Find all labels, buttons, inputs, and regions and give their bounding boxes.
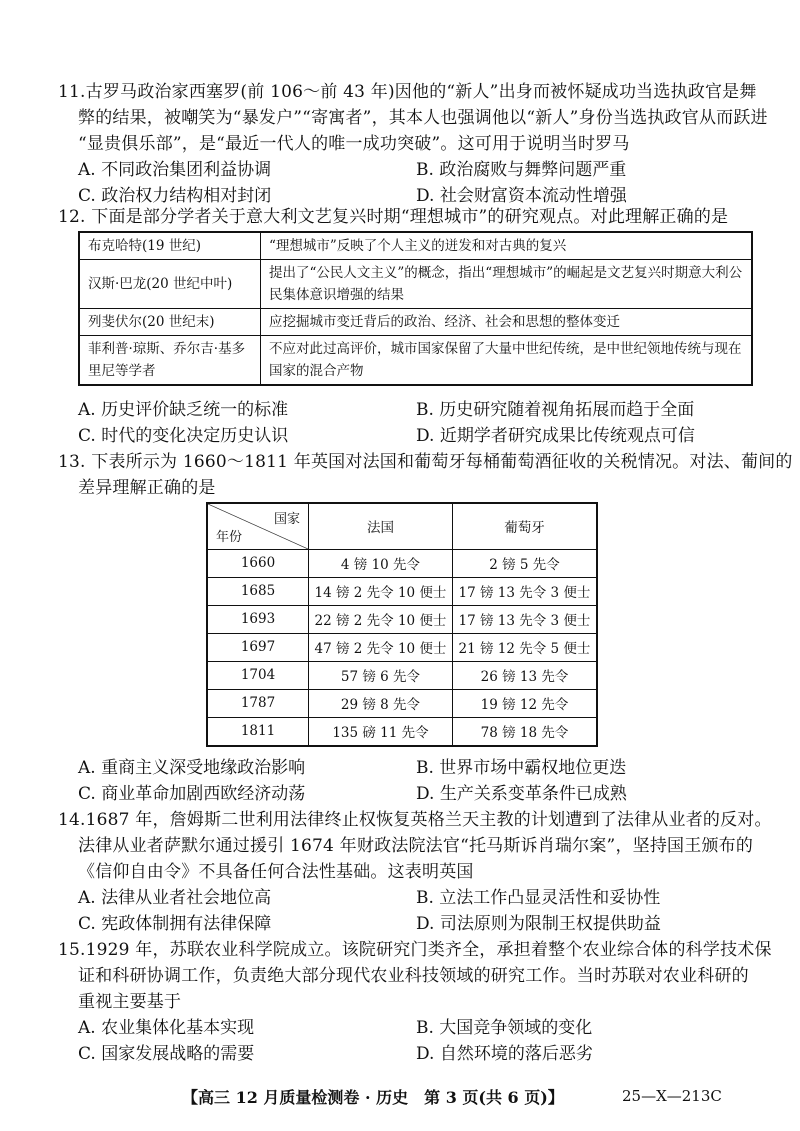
year-cell: 1685 bbox=[207, 577, 309, 605]
q15-option-b: B. 大国竞争领域的变化 bbox=[416, 1018, 593, 1038]
table-row bbox=[79, 336, 752, 386]
q13-tariff-table bbox=[206, 502, 598, 747]
year-cell: 1697 bbox=[207, 633, 309, 661]
portugal-cell: 21 镑 12 先令 5 便士 bbox=[452, 633, 597, 661]
view-cell: “理想城市”反映了个人主义的迸发和对古典的复兴 bbox=[261, 232, 753, 260]
q11-option-d: D. 社会财富资本流动性增强 bbox=[416, 186, 627, 206]
q13-stem-line-2: 差异理解正确的是 bbox=[78, 478, 216, 498]
q12-scholar-table bbox=[78, 231, 753, 386]
table-row bbox=[79, 260, 752, 309]
view-cell: 提出了“公民人文主义”的概念，指出“理想城市”的崛起是文艺复兴时期意大利公民集体意识增强的结果 bbox=[261, 260, 753, 309]
header-year-label: 年份 bbox=[216, 529, 243, 545]
table-row bbox=[79, 309, 752, 336]
q11-option-b: B. 政治腐败与舞弊问题严重 bbox=[416, 160, 627, 180]
q15-stem-line-2: 证和科研协调工作，负责绝大部分现代农业科技领域的研究工作。当时苏联对农业科研的 bbox=[78, 966, 749, 986]
page-footer-code: 25—X—213C bbox=[622, 1087, 722, 1105]
portugal-cell: 17 镑 13 先令 3 便士 bbox=[452, 605, 597, 633]
france-cell: 22 镑 2 先令 10 便士 bbox=[309, 605, 453, 633]
header-diagonal-cell bbox=[207, 503, 309, 549]
france-cell: 135 磅 11 先令 bbox=[309, 717, 453, 746]
q14-option-b: B. 立法工作凸显灵活性和妥协性 bbox=[416, 888, 661, 908]
q12-stem: 12. 下面是部分学者关于意大利文艺复兴时期“理想城市”的研究观点。对此理解正确的是 bbox=[58, 207, 729, 227]
table-row bbox=[207, 577, 597, 605]
header-country-label: 国家 bbox=[273, 512, 300, 527]
year-cell: 1704 bbox=[207, 661, 309, 689]
q14-option-c: C. 宪政体制拥有法律保障 bbox=[78, 914, 272, 934]
france-cell: 47 镑 2 先令 10 便士 bbox=[309, 633, 453, 661]
table-row bbox=[207, 633, 597, 661]
q11-option-c: C. 政治权力结构相对封闭 bbox=[78, 186, 272, 206]
q14-option-a: A. 法律从业者社会地位高 bbox=[78, 888, 272, 908]
portugal-cell: 19 镑 12 先令 bbox=[452, 689, 597, 717]
france-cell: 57 镑 6 先令 bbox=[309, 661, 453, 689]
q14-stem-line-2: 法律从业者萨默尔通过援引 1674 年财政法院法官“托马斯诉肖瑞尔案”，坚持国王颁布的 bbox=[78, 836, 754, 856]
view-cell: 应挖掘城市变迁背后的政治、经济、社会和思想的整体变迁 bbox=[261, 309, 753, 336]
table-row bbox=[207, 605, 597, 633]
q13-option-b: B. 世界市场中霸权地位更迭 bbox=[416, 758, 627, 778]
year-cell: 1811 bbox=[207, 717, 309, 746]
scholar-cell: 菲利普·琼斯、乔尔吉·基多里尼等学者 bbox=[79, 336, 261, 386]
q13-option-d: D. 生产关系变革条件已成熟 bbox=[416, 784, 627, 804]
year-cell: 1660 bbox=[207, 549, 309, 577]
q11-stem-line-2: 弊的结果，被嘲笑为“暴发户”“寄寓者”，其本人也强调他以“新人”身份当选执政官从而跃进 bbox=[78, 108, 768, 128]
q12-option-c: C. 时代的变化决定历史认识 bbox=[78, 426, 289, 446]
q15-option-d: D. 自然环境的落后恶劣 bbox=[416, 1044, 593, 1064]
header-portugal: 葡萄牙 bbox=[452, 503, 597, 549]
table-row bbox=[79, 232, 752, 260]
q15-stem-line-1: 15.1929 年，苏联农业科学院成立。该院研究门类齐全，承担着整个农业综合体的科学技术保 bbox=[58, 940, 772, 960]
portugal-cell: 2 镑 5 先令 bbox=[452, 549, 597, 577]
table-row bbox=[207, 717, 597, 746]
q15-option-a: A. 农业集体化基本实现 bbox=[78, 1018, 255, 1038]
page-footer-title: 【高三 12 月质量检测卷 · 历史 第 3 页(共 6 页)】 bbox=[182, 1088, 564, 1107]
q12-option-a: A. 历史评价缺乏统一的标准 bbox=[78, 400, 289, 420]
view-cell: 不应对此过高评价，城市国家保留了大量中世纪传统，是中世纪领地传统与现在国家的混合产物 bbox=[261, 336, 753, 386]
q12-option-b: B. 历史研究随着视角拓展而趋于全面 bbox=[416, 400, 695, 420]
q11-option-a: A. 不同政治集团利益协调 bbox=[78, 160, 272, 180]
scholar-cell: 汉斯·巴龙(20 世纪中叶) bbox=[79, 260, 261, 309]
q15-option-c: C. 国家发展战略的需要 bbox=[78, 1044, 255, 1064]
portugal-cell: 26 镑 13 先令 bbox=[452, 661, 597, 689]
q13-stem-line-1: 13. 下表所示为 1660～1811 年英国对法国和葡萄牙每桶葡萄酒征收的关税情况。对法、葡间的 bbox=[58, 452, 793, 472]
header-france: 法国 bbox=[309, 503, 453, 549]
q13-option-c: C. 商业革命加剧西欧经济动荡 bbox=[78, 784, 306, 804]
table-header-row bbox=[207, 503, 597, 549]
france-cell: 14 镑 2 先令 10 便士 bbox=[309, 577, 453, 605]
q11-stem-line-1: 11.古罗马政治家西塞罗(前 106～前 43 年)因他的“新人”出身而被怀疑成功当选执政官是舞 bbox=[58, 82, 757, 102]
scholar-cell: 列斐伏尔(20 世纪末) bbox=[79, 309, 261, 336]
table-row bbox=[207, 689, 597, 717]
year-cell: 1693 bbox=[207, 605, 309, 633]
q14-stem-line-1: 14.1687 年，詹姆斯二世利用法律终止权恢复英格兰天主教的计划遭到了法律从业者的反对。 bbox=[58, 810, 772, 830]
year-cell: 1787 bbox=[207, 689, 309, 717]
portugal-cell: 78 镑 18 先令 bbox=[452, 717, 597, 746]
q12-option-d: D. 近期学者研究成果比传统观点可信 bbox=[416, 426, 695, 446]
scholar-cell: 布克哈特(19 世纪) bbox=[79, 232, 261, 260]
q14-stem-line-3: 《信仰自由令》不具备任何合法性基础。这表明英国 bbox=[78, 862, 474, 882]
table-row bbox=[207, 661, 597, 689]
table-row bbox=[207, 549, 597, 577]
france-cell: 4 镑 10 先令 bbox=[309, 549, 453, 577]
q14-option-d: D. 司法原则为限制王权提供助益 bbox=[416, 914, 661, 934]
france-cell: 29 镑 8 先令 bbox=[309, 689, 453, 717]
q13-option-a: A. 重商主义深受地缘政治影响 bbox=[78, 758, 306, 778]
portugal-cell: 17 镑 13 先令 3 便士 bbox=[452, 577, 597, 605]
q15-stem-line-3: 重视主要基于 bbox=[78, 992, 182, 1012]
q11-stem-line-3: “显贵俱乐部”，是“最近一代人的唯一成功突破”。这可用于说明当时罗马 bbox=[78, 134, 630, 154]
